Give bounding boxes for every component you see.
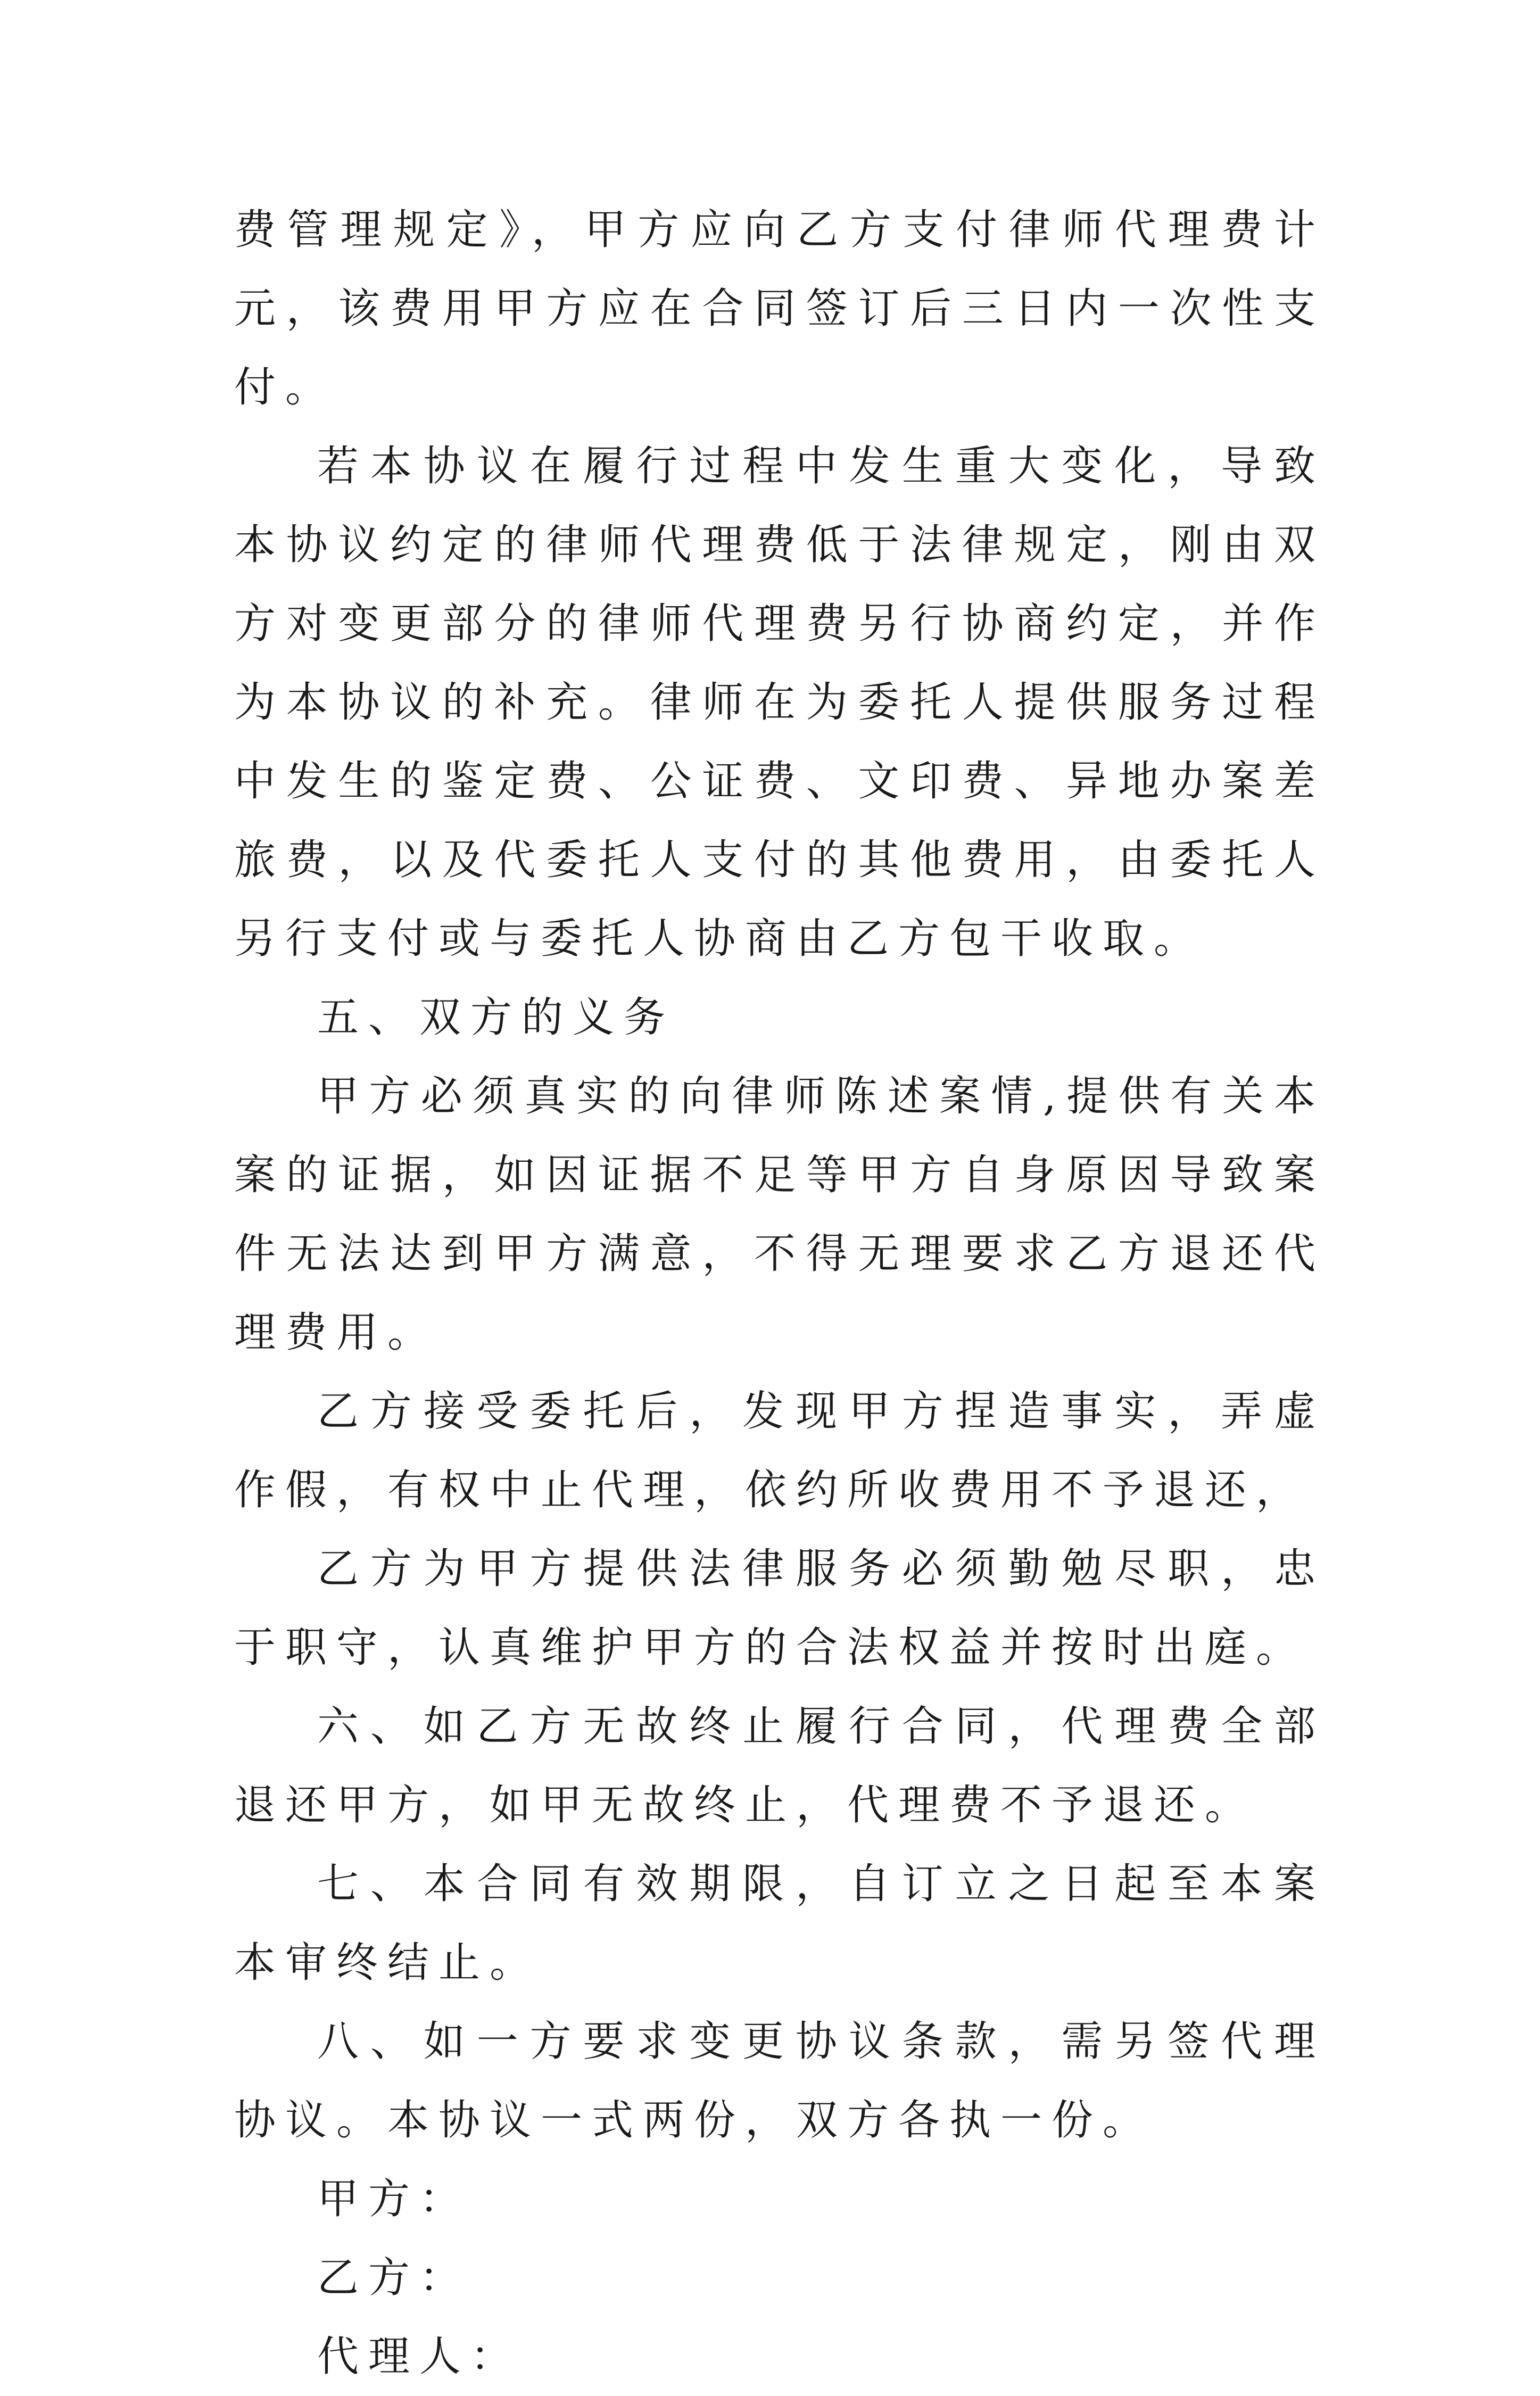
signature-agent: 代理人：: [317, 2333, 522, 2381]
paragraph-party-a-obligation: 甲方必须真实的向律师陈述案情,提供有关本案的证据，如因证据不足等甲方自身原因导致案件无法达到甲方满意，不得无理要求乙方退还代理费用。: [234, 1072, 1325, 1357]
paragraph-clause-six: 六、如乙方无故终止履行合同，代理费全部退还甲方，如甲无故终止，代理费不予退还。: [234, 1703, 1325, 1829]
document-body: [234, 191, 1325, 2396]
signature-party-a: 甲方：: [317, 2175, 471, 2223]
paragraph-party-b-duty: 乙方为甲方提供法律服务必须勤勉尽职，忠于职守，认真维护甲方的合法权益并按时出庭。: [234, 1545, 1325, 1672]
paragraph-clause-eight: 八、如一方要求变更协议条款，需另签代理协议。本协议一式两份，双方各执一份。: [234, 2018, 1325, 2144]
section-heading-obligations: 五、双方的义务: [317, 994, 675, 1042]
paragraph-fee-change: 若本协议在履行过程中发生重大变化，导致本协议约定的律师代理费低于法律规定，刚由双方对变更部分的律师代理费另行协商约定，并作为本协议的补充。律师在为委托人提供服务过程中发生的鉴定费、公证费、文印费、异地办案差旅费，以及代委托人支付的其他费用，由委托人另行支付或与委托人协商由乙方包干收取。: [234, 442, 1325, 963]
signature-party-b: 乙方：: [317, 2254, 471, 2302]
paragraph-fee-clause: 费管理规定》，甲方应向乙方支付律师代理费计元，该费用甲方应在合同签订后三日内一次性支付。: [234, 206, 1325, 411]
paragraph-party-b-termination-right: 乙方接受委托后，发现甲方捏造事实，弄虚作假，有权中止代理，依约所收费用不予退还，: [234, 1387, 1325, 1514]
paragraph-clause-seven: 七、本合同有效期限，自订立之日起至本案本审终结止。: [234, 1860, 1325, 1987]
